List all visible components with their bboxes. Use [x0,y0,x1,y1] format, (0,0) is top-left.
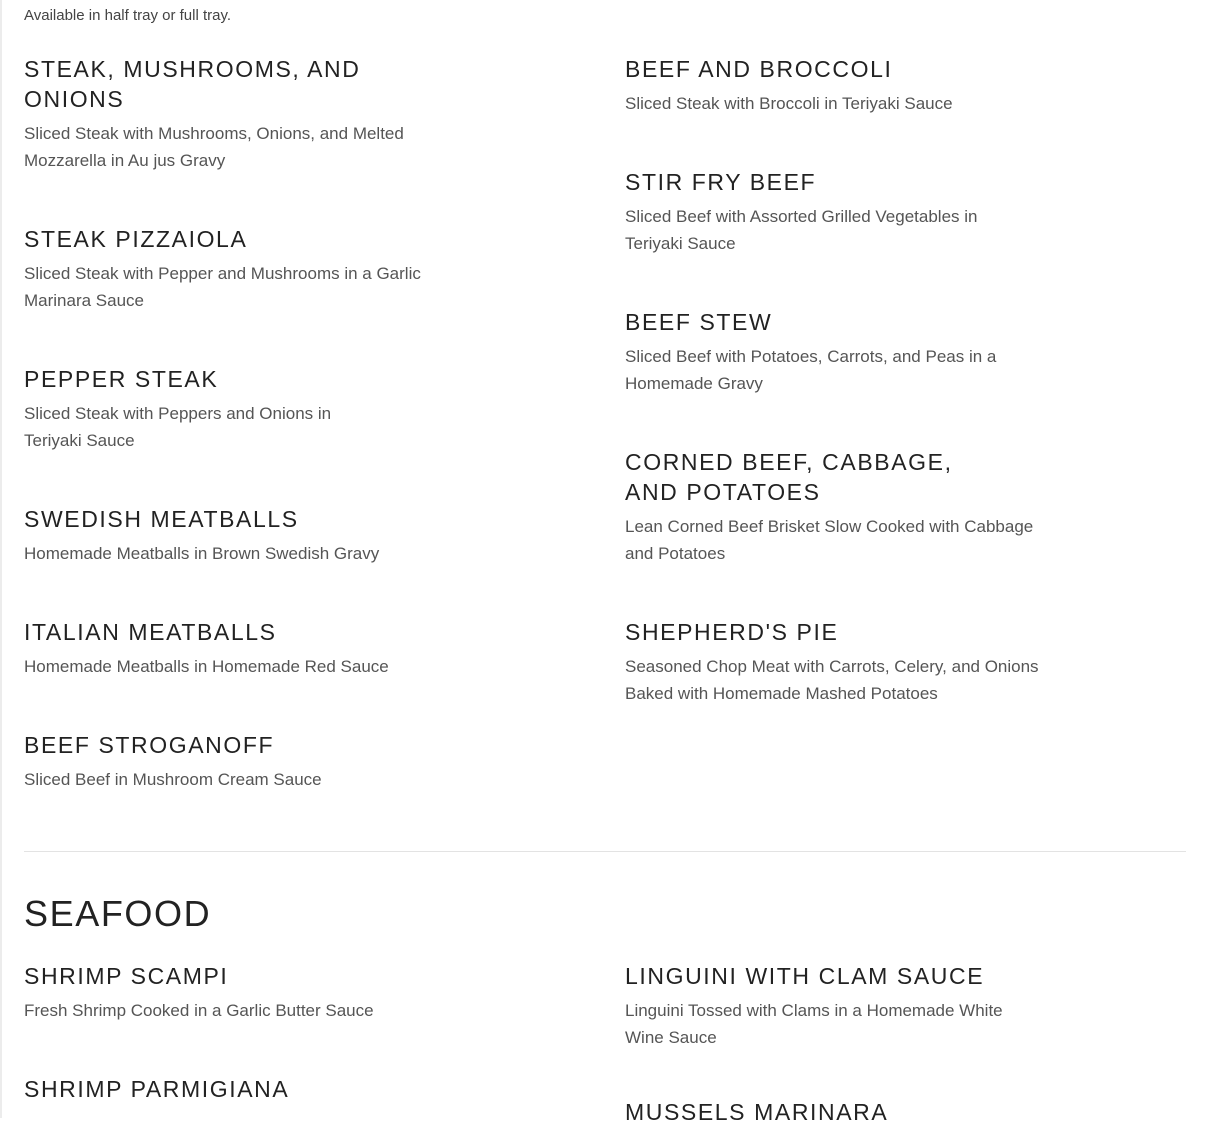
menu-item [625,1097,1045,1127]
menu-item-name: SHRIMP PARMIGIANA [24,1076,290,1102]
menu-item-name: SWEDISH MEATBALLS [24,506,299,532]
section-divider [24,851,1186,852]
menu-item-name: STEAK, MUSHROOMS, AND ONIONS [24,56,361,112]
menu-item-name: STIR FRY BEEF [625,169,817,195]
menu-item [625,617,1045,707]
page-edge [0,0,2,1118]
menu-item-name: LINGUINI WITH CLAM SAUCE [625,963,985,989]
menu-item [24,617,444,680]
menu-item-description: Sliced Beef with Assorted Grilled Vegetables in Teriyaki Sauce [625,207,978,253]
menu-item-name: PEPPER STEAK [24,366,219,392]
menu-item-name: STEAK PIZZAIOLA [24,226,248,252]
menu-item [24,224,444,314]
menu-item [625,307,1045,397]
menu-item-description: Sliced Steak with Pepper and Mushrooms in a Garlic Marinara Sauce [24,264,421,310]
menu-item-description: Sliced Steak with Mushrooms, Onions, and Melted Mozzarella in Au jus Gravy [24,124,404,170]
menu-item [625,167,1045,257]
menu-item [625,54,1045,117]
menu-item [625,961,1045,1051]
menu-item-name: SHRIMP SCAMPI [24,963,229,989]
menu-item-description: Homemade Meatballs in Brown Swedish Gravy [24,544,380,563]
menu-item-name: CORNED BEEF, CABBAGE, AND POTATOES [625,449,953,505]
menu-item [24,1074,444,1104]
menu-item-description: Lean Corned Beef Brisket Slow Cooked with Cabbage and Potatoes [625,517,1034,563]
menu-item-description: Homemade Meatballs in Homemade Red Sauce [24,657,389,676]
menu-item [24,730,444,793]
menu-item-name: MUSSELS MARINARA [625,1099,889,1125]
menu-item [24,504,444,567]
menu-item-name: BEEF AND BROCCOLI [625,56,893,82]
menu-item [24,54,404,174]
menu-item-description: Seasoned Chop Meat with Carrots, Celery, and Onions Baked with Homemade Mashed Potatoes [625,657,1039,703]
tray-note: Available in half tray or full tray. [24,7,232,24]
menu-item-description: Sliced Beef in Mushroom Cream Sauce [24,770,322,789]
section-title-seafood: SEAFOOD [24,893,212,934]
menu-item-name: SHEPHERD'S PIE [625,619,839,645]
menu-item-description: Sliced Steak with Peppers and Onions in Teriyaki Sauce [24,404,332,450]
menu-item-description: Sliced Steak with Broccoli in Teriyaki Sauce [625,94,953,113]
menu-item-name: ITALIAN MEATBALLS [24,619,277,645]
menu-item-description: Fresh Shrimp Cooked in a Garlic Butter Sauce [24,1001,374,1020]
menu-item-description: Sliced Beef with Potatoes, Carrots, and Peas in a Homemade Gravy [625,347,997,393]
menu-item-description: Linguini Tossed with Clams in a Homemade White Wine Sauce [625,1001,1003,1047]
menu-item-name: BEEF STEW [625,309,773,335]
menu-item-name: BEEF STROGANOFF [24,732,275,758]
menu-item [625,447,1045,567]
menu-item [24,364,444,454]
menu-item [24,961,444,1024]
